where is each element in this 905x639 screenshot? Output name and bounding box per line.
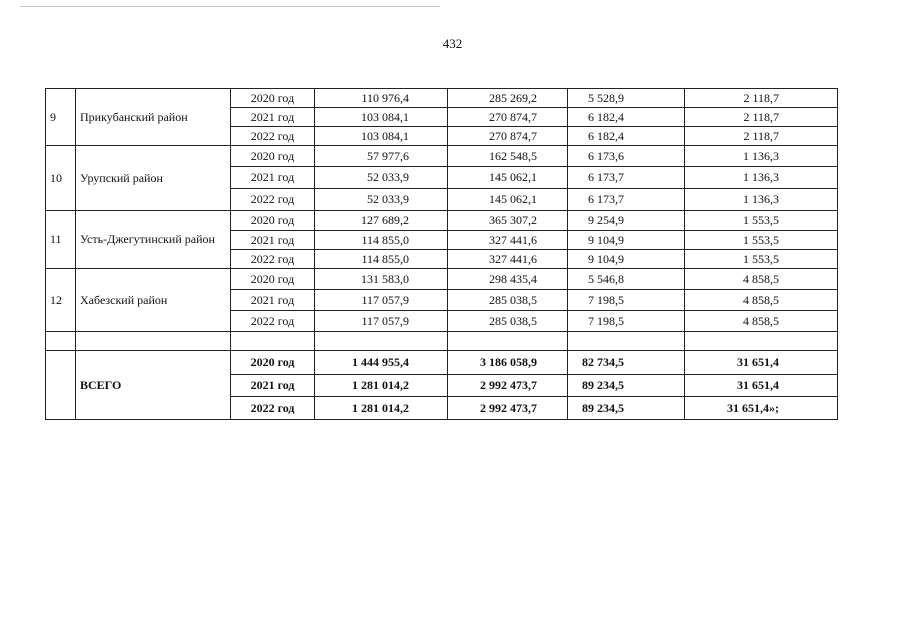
year-cell: 2022 год: [231, 127, 315, 146]
year-cell: 2022 год: [231, 250, 315, 269]
page-number: 432: [442, 36, 463, 51]
value-cell: 31 651,4»;: [685, 397, 838, 420]
region-name: Прикубанский район: [76, 89, 231, 146]
value-cell: 1 136,3: [685, 146, 838, 167]
value-cell: 103 084,1: [315, 127, 448, 146]
value-cell: 145 062,1: [448, 189, 568, 211]
empty-cell: [315, 332, 448, 351]
row-number: 12: [46, 269, 76, 332]
value-cell: 285 038,5: [448, 290, 568, 311]
year-cell: 2021 год: [231, 167, 315, 189]
value-cell: 4 858,5: [685, 269, 838, 290]
row-number: 10: [46, 146, 76, 211]
value-cell: 114 855,0: [315, 231, 448, 250]
value-cell: 270 874,7: [448, 127, 568, 146]
table-body: [46, 89, 838, 420]
table-row: [46, 211, 838, 231]
table-row: [46, 146, 838, 167]
value-cell: 131 583,0: [315, 269, 448, 290]
value-cell: 89 234,5: [568, 397, 685, 420]
year-cell: 2020 год: [231, 146, 315, 167]
table-row: [46, 269, 838, 290]
value-cell: 1 136,3: [685, 189, 838, 211]
value-cell: 117 057,9: [315, 290, 448, 311]
value-cell: 2 992 473,7: [448, 375, 568, 397]
value-cell: 7 198,5: [568, 290, 685, 311]
value-cell: 1 553,5: [685, 250, 838, 269]
scan-artifact-line: [20, 6, 440, 7]
value-cell: 1 281 014,2: [315, 375, 448, 397]
value-cell: 9 254,9: [568, 211, 685, 231]
value-cell: 1 553,5: [685, 231, 838, 250]
budget-table: [45, 88, 838, 420]
year-cell: 2021 год: [231, 290, 315, 311]
value-cell: 327 441,6: [448, 231, 568, 250]
empty-cell: [448, 332, 568, 351]
value-cell: 31 651,4: [685, 351, 838, 375]
value-cell: 117 057,9: [315, 311, 448, 332]
value-cell: 1 444 955,4: [315, 351, 448, 375]
value-cell: 298 435,4: [448, 269, 568, 290]
value-cell: 2 118,7: [685, 89, 838, 108]
year-cell: 2021 год: [231, 231, 315, 250]
value-cell: 285 269,2: [448, 89, 568, 108]
total-number-cell: [46, 351, 76, 420]
total-row: [46, 351, 838, 375]
value-cell: 6 173,6: [568, 146, 685, 167]
value-cell: 1 553,5: [685, 211, 838, 231]
year-cell: 2020 год: [231, 211, 315, 231]
value-cell: 162 548,5: [448, 146, 568, 167]
value-cell: 57 977,6: [315, 146, 448, 167]
year-cell: 2022 год: [231, 189, 315, 211]
empty-cell: [568, 332, 685, 351]
value-cell: 270 874,7: [448, 108, 568, 127]
value-cell: 9 104,9: [568, 231, 685, 250]
value-cell: 110 976,4: [315, 89, 448, 108]
value-cell: 52 033,9: [315, 189, 448, 211]
value-cell: 127 689,2: [315, 211, 448, 231]
total-label: ВСЕГО: [76, 351, 231, 420]
value-cell: 114 855,0: [315, 250, 448, 269]
value-cell: 2 118,7: [685, 127, 838, 146]
value-cell: 3 186 058,9: [448, 351, 568, 375]
region-name: Усть-Джегутинский район: [76, 211, 231, 269]
value-cell: 2 118,7: [685, 108, 838, 127]
value-cell: 365 307,2: [448, 211, 568, 231]
value-cell: 31 651,4: [685, 375, 838, 397]
value-cell: 285 038,5: [448, 311, 568, 332]
value-cell: 7 198,5: [568, 311, 685, 332]
year-cell: 2021 год: [231, 375, 315, 397]
empty-cell: [231, 332, 315, 351]
table-row: [46, 89, 838, 108]
value-cell: 1 281 014,2: [315, 397, 448, 420]
value-cell: 1 136,3: [685, 167, 838, 189]
value-cell: 6 173,7: [568, 189, 685, 211]
empty-cell: [76, 332, 231, 351]
value-cell: 4 858,5: [685, 290, 838, 311]
empty-cell: [46, 332, 76, 351]
value-cell: 82 734,5: [568, 351, 685, 375]
value-cell: 6 182,4: [568, 108, 685, 127]
region-name: Хабезский район: [76, 269, 231, 332]
value-cell: 6 182,4: [568, 127, 685, 146]
value-cell: 89 234,5: [568, 375, 685, 397]
year-cell: 2020 год: [231, 269, 315, 290]
value-cell: 52 033,9: [315, 167, 448, 189]
year-cell: 2022 год: [231, 397, 315, 420]
year-cell: 2022 год: [231, 311, 315, 332]
value-cell: 145 062,1: [448, 167, 568, 189]
year-cell: 2020 год: [231, 89, 315, 108]
year-cell: 2021 год: [231, 108, 315, 127]
value-cell: 2 992 473,7: [448, 397, 568, 420]
value-cell: 327 441,6: [448, 250, 568, 269]
value-cell: 9 104,9: [568, 250, 685, 269]
value-cell: 103 084,1: [315, 108, 448, 127]
year-cell: 2020 год: [231, 351, 315, 375]
value-cell: 4 858,5: [685, 311, 838, 332]
row-number: 11: [46, 211, 76, 269]
value-cell: 6 173,7: [568, 167, 685, 189]
region-name: Урупский район: [76, 146, 231, 211]
empty-row: [46, 332, 838, 351]
empty-cell: [685, 332, 838, 351]
value-cell: 5 528,9: [568, 89, 685, 108]
row-number: 9: [46, 89, 76, 146]
value-cell: 5 546,8: [568, 269, 685, 290]
